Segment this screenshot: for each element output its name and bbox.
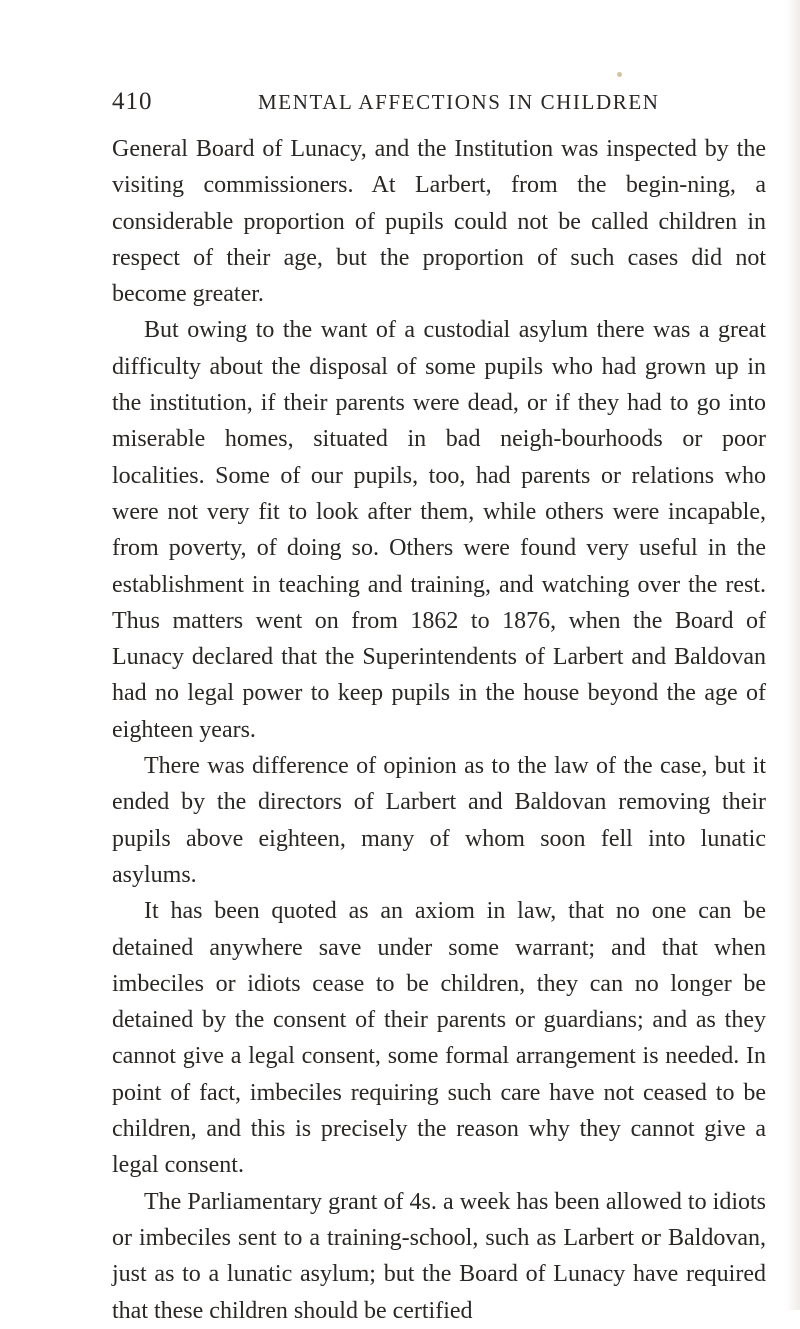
paragraph: The Parliamentary grant of 4s. a week has been allowed to idiots or imbeciles sent to a training-school, such as Larbert or Baldovan, just as to a lunatic asylum; but the Board of Lunacy have required that these children should be certified (112, 1188, 766, 1324)
paper-speck (617, 72, 622, 77)
page-number: 410 (112, 88, 153, 115)
paragraph: It has been quoted as an axiom in law, that no one can be detained anywhere save under some warrant; and that when imbeciles or idiots cease to be children, they can no longer be detained by the consent of their parents or guardians; and as they cannot give a legal consent, some formal arrangement is needed. In point of fact, imbeciles requiring such care have not ceased to be children, and this is precisely the reason why they cannot give a legal consent. (112, 898, 766, 1179)
paragraph: There was difference of opinion as to the law of the case, but it ended by the directors of Larbert and Baldovan removing their pupils above eighteen, many of whom soon fell into lunatic asylums. (112, 753, 766, 888)
body-text (112, 131, 766, 1329)
page-header (112, 84, 682, 120)
paragraph: General Board of Lunacy, and the Institution was inspected by the visiting commissioners. At Larbert, from the begin-ning, a considerable proportion of pupils could not be called children in respect of their age, but the proportion of such cases did not become greater. (112, 136, 766, 308)
running-head: MENTAL AFFECTIONS IN CHILDREN (258, 90, 660, 114)
paragraph: But owing to the want of a custodial asylum there was a great difficulty about the disposal of some pupils who had grown up in the institution, if their parents were dead, or if they had to go into miserable homes, situated in bad neigh-bourhoods or poor localities. Some of our pupils, too, had parents or relations who were not very fit to look after them, while others were incapable, from poverty, of doing so. Others were found very useful in the establishment in teaching and training, and watching over the rest. Thus matters went on from 1862 to 1876, when the Board of Lunacy declared that the Superintendents of Larbert and Baldovan had no legal power to keep pupils in the house beyond the age of eighteen years. (112, 317, 766, 743)
page-edge-shadow (786, 0, 800, 1310)
